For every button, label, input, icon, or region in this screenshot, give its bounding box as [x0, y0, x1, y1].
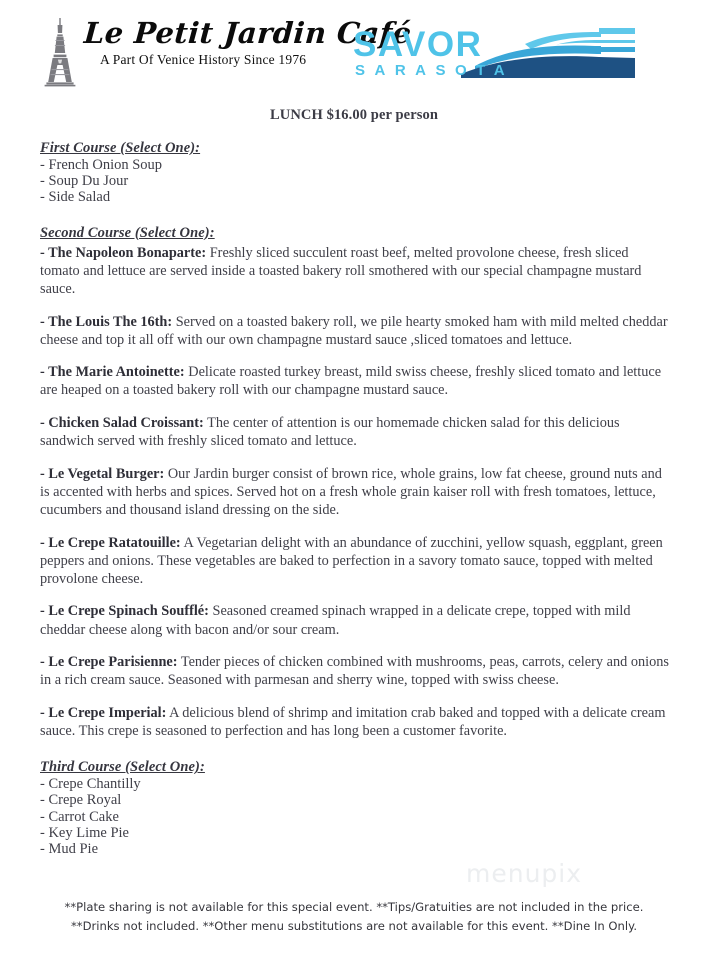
dish-item — [40, 244, 670, 299]
dish-item — [40, 363, 670, 399]
dish-name: - Le Vegetal Burger: — [40, 465, 165, 482]
list-item: - French Onion Soup — [40, 157, 163, 173]
dish-description: A delicious blend of shrimp and imitation crab baked and topped with a delicate cream sauce. This crepe is seasoned to perfection and has long been a customer favorite. — [40, 704, 666, 740]
dish-description: Freshly sliced succulent roast beef, melted provolone cheese, fresh sliced tomato and lettuce are served inside a toasted bakery roll smothered with our special champagne mustard sauce. — [40, 244, 642, 298]
dish-item — [40, 465, 670, 520]
dish-name: - Le Crepe Parisienne: — [40, 654, 178, 671]
dish-name: - The Marie Antoinette: — [40, 364, 185, 381]
dish-description: Delicate roasted turkey breast, mild swiss cheese, freshly sliced tomato and lettuce are heaped on a toasted bakery roll with our champagne mustard sauce. — [40, 364, 662, 399]
savor-sarasota-logo — [349, 22, 635, 84]
course-heading-first: First Course (Select One): — [40, 140, 201, 156]
dish-description: Our Jardin burger consist of brown rice, whole grains, low fat cheese, ground nuts and is accented with herbs and spices. Served hot on a fresh whole grain kaiser roll with fresh tomatoes, lettuce, cucumbers and thousand island dressing on the side. — [40, 465, 662, 519]
list-item: - Crepe Royal — [40, 792, 122, 809]
sarasota-text: SARASOTA — [355, 62, 515, 79]
third-course-list — [40, 776, 670, 857]
dish-description: The center of attention is our homemade chicken salad for this delicious sandwich served with freshly sliced tomato and lettuce. — [40, 414, 620, 450]
eiffel-tower-icon — [38, 16, 82, 88]
first-course-list — [40, 157, 670, 206]
dish-name: - Le Crepe Imperial: — [40, 704, 167, 721]
dish-name: - The Louis The 16th: — [40, 313, 173, 330]
dish-description: Served on a toasted bakery roll, we pile hearty smoked ham with mild melted cheddar cheese and top it all off with our own champagne mustard sauce ,sliced tomatoes and lettuce. — [40, 313, 668, 348]
dish-item — [40, 653, 670, 689]
list-item: - Side Salad — [40, 189, 111, 206]
dish-name: - Chicken Salad Croissant: — [40, 414, 204, 431]
list-item: - Carrot Cake — [40, 808, 119, 825]
list-item: - Soup Du Jour — [40, 173, 129, 190]
course-section-third — [40, 759, 670, 857]
restaurant-tagline: A Part Of Venice History Since 1976 — [100, 52, 307, 68]
list-item: - Crepe Chantilly — [40, 776, 141, 793]
menu-footer-disclaimer — [0, 898, 708, 936]
dish-name: - Le Crepe Ratatouille: — [40, 534, 181, 551]
course-heading-third: Third Course (Select One): — [40, 759, 205, 776]
list-item: - Key Lime Pie — [40, 824, 129, 841]
dish-item — [40, 414, 670, 450]
dish-item — [40, 704, 670, 740]
dish-name: - The Napoleon Bonaparte: — [40, 244, 207, 261]
dish-item — [40, 602, 670, 638]
menupix-watermark: menupix — [466, 859, 583, 888]
list-item: - Mud Pie — [40, 841, 98, 858]
dish-description: Seasoned creamed spinach wrapped in a delicate crepe, topped with mild cheddar cheese along with bacon and/or sour cream. — [40, 603, 631, 638]
menu-content — [0, 140, 708, 857]
footer-line: **Plate sharing is not available for this special event. **Tips/Gratuities are not included in the price. — [64, 900, 644, 914]
menu-title: LUNCH $16.00 per person — [270, 107, 438, 123]
page-header — [0, 0, 708, 98]
course-heading-second: Second Course (Select One): — [40, 224, 215, 241]
dish-item — [40, 534, 670, 589]
savor-text: SAVOR — [353, 25, 483, 64]
footer-line: **Drinks not included. **Other menu substitutions are not available for this event. **Dine In Only. — [70, 919, 638, 933]
course-section-first — [40, 140, 670, 206]
restaurant-name: Le Petit Jardin Café — [82, 16, 413, 50]
dish-name: - Le Crepe Spinach Soufflé: — [40, 603, 209, 620]
dish-description: Tender pieces of chicken combined with mushrooms, peas, carrots, celery and onions in a rich cream sauce. Seasoned with parmesan and sherry wine, topped with swiss cheese. — [40, 654, 669, 689]
course-section-second — [40, 225, 670, 741]
dish-item — [40, 313, 670, 349]
dish-description: A Vegetarian delight with an abundance of zucchini, yellow squash, eggplant, green peppers and onions. These vegetables are baked to perfection in a savory tomato sauce, topped with melted provolone cheese. — [40, 534, 663, 587]
